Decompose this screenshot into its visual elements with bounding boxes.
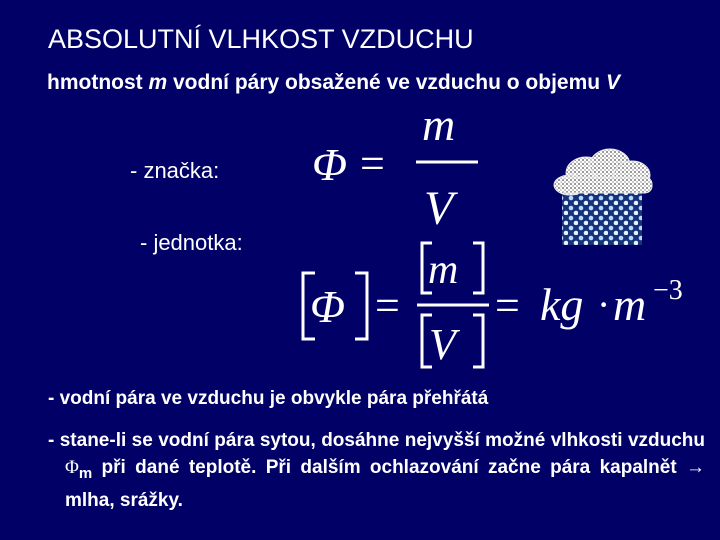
bullet-superheated-vapour: - vodní pára ve vzduchu je obvykle pára přehřátá [48,388,489,409]
bullet-saturation-part1: - stane-li se vodní pára sytou, dosáhne nejvyšší možné vlhkosti vzduchu [48,430,705,451]
definition-part1: hmotnost [47,71,149,94]
phi-symbol: Φ [65,457,79,478]
unit-exponent: −3 [653,275,683,306]
mass-symbol: m [148,71,168,94]
unit-formula-denominator: V [429,320,456,369]
definition-text [47,68,687,98]
phi-subscript: m [78,464,93,482]
bullet-saturation-part2: při dané teplotě. Při dalším ochlazování začne pára kapalnět → mlha, srážky. [65,457,705,511]
formula-phi: Φ [312,139,348,190]
lhs-bracket-group [303,273,367,339]
unit-formula-numerator: m [428,247,459,293]
unit-dot: · [597,282,611,327]
bullet-saturation [48,427,705,514]
unit-kg: kg [540,279,584,330]
unit-formula-equals-1: = [375,281,400,330]
symbol-formula [300,100,500,240]
definition-part2: vodní páry obsažené ve vzduchu o objemu [167,71,606,94]
label-symbol: - značka: [130,158,220,183]
unit-formula [295,235,700,375]
numerator-bracket-group [422,243,483,293]
formula-numerator: m [422,100,456,150]
formula-equals: = [360,139,385,188]
unit-m: m [613,279,647,330]
denominator-bracket-group [422,315,483,369]
volume-symbol: V [605,71,620,94]
cloud-with-rain-icon [548,145,658,250]
slide-title: ABSOLUTNÍ VLHKOST VZDUCHU [48,24,474,54]
phi-m-symbol [65,457,93,482]
label-unit: - jednotka: [140,230,243,255]
unit-formula-equals-2: = [495,281,520,330]
unit-formula-phi: Φ [310,281,346,332]
formula-denominator: V [424,182,454,235]
